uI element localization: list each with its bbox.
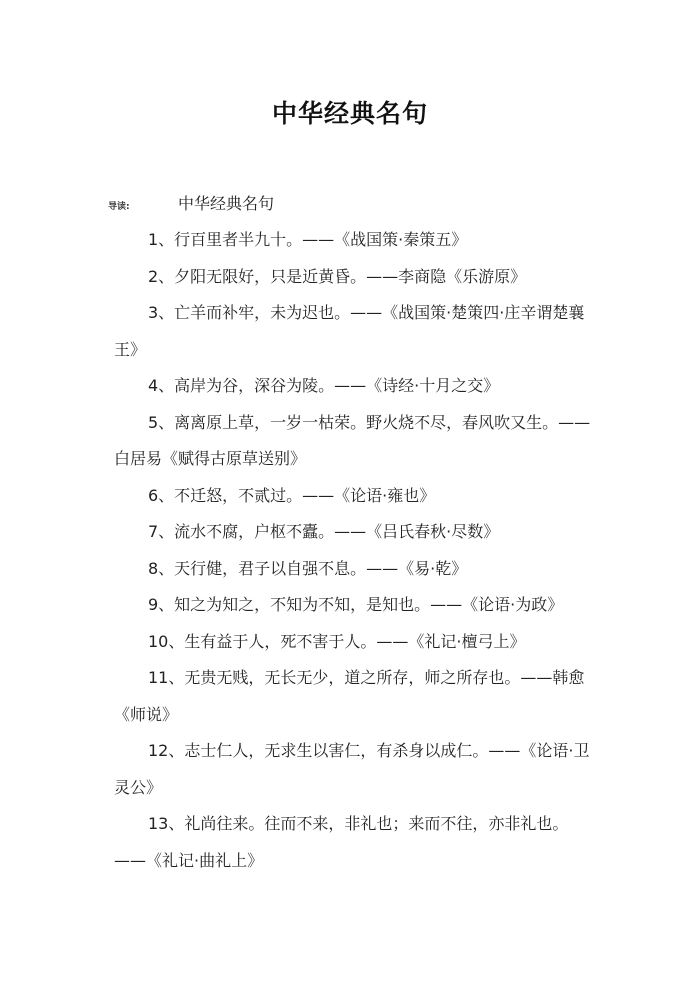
quote-item-12: 12、志士仁人，无求生以害仁，有杀身以成仁。——《论语·卫灵公》 — [114, 741, 590, 797]
quote-item-8: 8、天行健，君子以自强不息。——《易·乾》 — [148, 558, 468, 578]
intro-text: 中华经典名句 — [178, 194, 275, 213]
quote-item-6: 6、不迁怒，不贰过。——《论语·雍也》 — [148, 485, 436, 505]
quote-item-9: 9、知之为知之，不知为不知，是知也。——《论语·为政》 — [148, 595, 564, 614]
quote-item-5: 5、离离原上草，一岁一枯荣。野火烧不尽，春风吹又生。——白居易《赋得古原草送别》 — [114, 412, 591, 468]
quote-item-11: 11、无贵无贱，无长无少，道之所存，师之所存也。——韩愈《师说》 — [114, 668, 585, 724]
quote-item-13: 13、礼尚往来。往而不来，非礼也；来而不往，亦非礼也。——《礼记·曲礼上》 — [114, 814, 569, 870]
intro-row — [108, 189, 628, 217]
quote-item-3: 3、亡羊而补牢，未为迟也。——《战国策·楚策四·庄辛谓楚襄王》 — [114, 303, 585, 359]
quote-item-4: 4、高岸为谷，深谷为陵。——《诗经·十月之交》 — [148, 376, 500, 395]
quote-list — [114, 222, 594, 879]
quote-item-1: 1、行百里者半九十。——《战国策·秦策五》 — [148, 230, 468, 249]
quote-item-10: 10、生有益于人，死不害于人。——《礼记·檀弓上》 — [148, 631, 526, 651]
document-title: 中华经典名句 — [271, 99, 428, 128]
quote-item-7: 7、流水不腐，户枢不蠹。——《吕氏春秋·尽数》 — [148, 522, 500, 541]
intro-label: 导读: — [108, 202, 130, 212]
quote-item-2: 2、夕阳无限好，只是近黄昏。——李商隐《乐游原》 — [148, 266, 527, 286]
